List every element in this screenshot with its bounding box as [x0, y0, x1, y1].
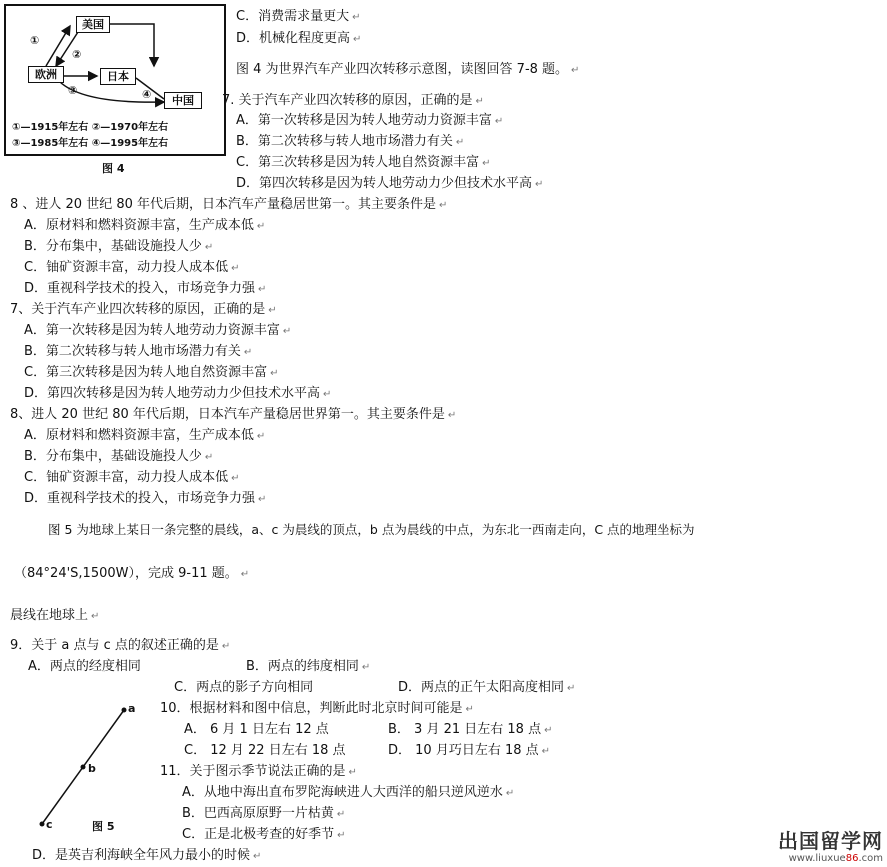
- q7a-option-b: B．第二次转移与转人地市场潜力有关 ↵: [236, 134, 464, 151]
- q11-option-d: D．是英吉利海峡全年风力最小的时候 ↵: [32, 848, 261, 865]
- point-b-dot: [81, 765, 86, 770]
- marker-3: ③: [68, 84, 78, 97]
- q8b-option-a: A．原材料和燃料资源丰富，生产成本低 ↵: [24, 428, 265, 445]
- q7a-option-d: D．第四次转移是因为转人地劳动力少但技术水平高 ↵: [236, 176, 543, 193]
- q7a-option-a: A．第一次转移是因为转人地劳动力资源丰富 ↵: [236, 113, 503, 130]
- point-a-dot: [122, 708, 127, 713]
- legend-line-2: ③—1985年左右 ④—1995年左右: [12, 138, 169, 149]
- q9-option-b: B．两点的纬度相同 ↵: [246, 659, 370, 676]
- q9-option-d: D．两点的正午太阳高度相同 ↵: [398, 680, 575, 697]
- q8a-option-a: A．原材料和燃料资源丰富，生产成本低 ↵: [24, 218, 265, 235]
- point-a-label: a: [128, 702, 136, 715]
- note-line: 晨线在地球上 ↵: [10, 608, 99, 625]
- q8b-option-c: C．铀矿资源丰富，动力投人成本低 ↵: [24, 470, 239, 487]
- top-option-d: D．机械化程度更高 ↵: [236, 31, 361, 48]
- q8a-stem: 8 、进人 20 世纪 80 年代后期，日本汽车产量稳居世第一。其主要条件是 ↵: [10, 197, 447, 214]
- q8b-option-b: B．分布集中，基础设施投人少 ↵: [24, 449, 213, 466]
- q9-option-a: A．两点的经度相同: [28, 659, 141, 674]
- point-c-label: c: [46, 818, 53, 831]
- q7b-option-b: B．第二次转移与转人地市场潜力有关 ↵: [24, 344, 252, 361]
- q11-option-b: B．巴西高原原野一片枯黄 ↵: [182, 806, 345, 823]
- q10-option-d: D． 10 月巧日左右 18 点 ↵: [388, 743, 550, 760]
- japan-box: 日本: [100, 68, 136, 85]
- q8a-option-d: D．重视科学技术的投入，市场竞争力强 ↵: [24, 281, 266, 298]
- q10-stem: 10．根据材料和图中信息，判断此时北京时间可能是 ↵: [160, 701, 474, 718]
- q7b-option-c: C．第三次转移是因为转人地自然资源丰富 ↵: [24, 365, 278, 382]
- figure-4-caption: 图 4: [102, 162, 125, 175]
- q7a-stem: 7. 关于汽车产业四次转移的原因，正确的是 ↵: [222, 93, 484, 110]
- q7a-option-c: C．第三次转移是因为转人地自然资源丰富 ↵: [236, 155, 490, 172]
- figure-4: [4, 4, 226, 182]
- point-b-label: b: [88, 762, 96, 775]
- europe-box: 欧洲: [28, 66, 64, 83]
- q8b-option-d: D．重视科学技术的投入，市场竞争力强 ↵: [24, 491, 266, 508]
- q10-option-c: C． 12 月 22 日左右 18 点: [184, 743, 346, 758]
- marker-2: ②: [72, 48, 82, 61]
- watermark-url: www.liuxue86.com: [788, 853, 883, 864]
- intro-fig4: 图 4 为世界汽车产业四次转移示意图，读图回答 7-8 题。 ↵: [236, 62, 579, 79]
- marker-1: ①: [30, 34, 40, 47]
- figure-5-caption: 图 5: [92, 820, 115, 833]
- q7b-stem: 7、关于汽车产业四次转移的原因，正确的是 ↵: [10, 302, 277, 319]
- q7b-option-a: A．第一次转移是因为转人地劳动力资源丰富 ↵: [24, 323, 291, 340]
- q7b-option-d: D．第四次转移是因为转人地劳动力少但技术水平高 ↵: [24, 386, 331, 403]
- q10-option-b: B． 3 月 21 日左右 18 点 ↵: [388, 722, 552, 739]
- q8b-stem: 8、进人 20 世纪 80 年代后期，日本汽车产量稳居世界第一。其主要条件是 ↵: [10, 407, 456, 424]
- watermark: [778, 829, 883, 865]
- top-option-c: C．消费需求量更大 ↵: [236, 9, 360, 26]
- intro-fig5-line2: （84°24'S,1500W），完成 9-11 题。 ↵: [14, 566, 249, 583]
- china-box: 中国: [164, 92, 202, 109]
- intro-fig5-line1: 图 5 为地球上某日一条完整的晨线，a、c 为晨线的顶点，b 点为晨线的中点，为东北一西南走向，C 点的地理坐标为: [48, 522, 695, 537]
- watermark-name: 出国留学网: [778, 829, 883, 853]
- q10-option-a: A． 6 月 1 日左右 12 点: [184, 722, 329, 737]
- point-c-dot: [40, 822, 45, 827]
- usa-box: 美国: [76, 16, 110, 33]
- legend-line-1: ①—1915年左右 ②—1970年左右: [12, 122, 169, 133]
- figure-5: [30, 700, 170, 840]
- q9-stem: 9．关于 a 点与 c 点的叙述正确的是 ↵: [10, 638, 230, 655]
- q8a-option-c: C．铀矿资源丰富，动力投人成本低 ↵: [24, 260, 239, 277]
- q11-option-c: C．正是北极考查的好季节 ↵: [182, 827, 345, 844]
- q9-option-c: C．两点的影子方向相同: [174, 680, 314, 695]
- q11-stem: 11．关于图示季节说法正确的是 ↵: [160, 764, 357, 781]
- q11-option-a: A．从地中海出直布罗陀海峡进人大西洋的船只逆风逆水 ↵: [182, 785, 514, 802]
- q8a-option-b: B．分布集中，基础设施投人少 ↵: [24, 239, 213, 256]
- marker-4: ④: [142, 88, 152, 101]
